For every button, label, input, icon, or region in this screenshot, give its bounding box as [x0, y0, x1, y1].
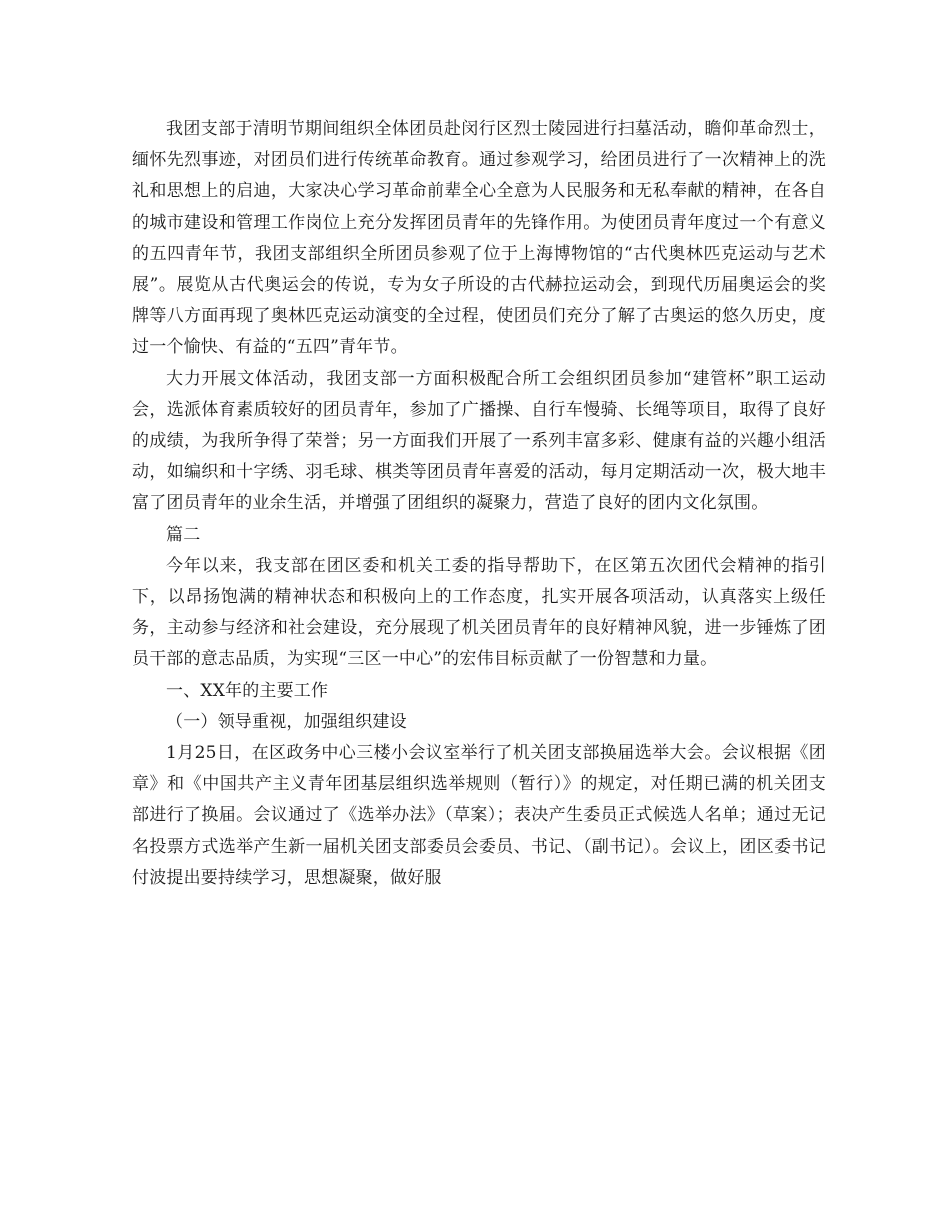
- paragraph-2: 大力开展文体活动，我团支部一方面积极配合所工会组织团员参加“建管杯”职工运动会，选派体育素质较好的团员青年，参加了广播操、自行车慢骑、长绳等项目，取得了良好的成绩，为我所争得了荣誉；另一方面我们开展了一系列丰富多彩、健康有益的兴趣小组活动，如编织和十字绣、羽毛球、棋类等团员青年喜爱的活动，每月定期活动一次，极大地丰富了团员青年的业余生活，并增强了团组织的凝聚力，营造了良好的团内文化氛围。: [132, 368, 826, 514]
- document-body: [132, 114, 826, 894]
- heading-main-work: 一、XX年的主要工作: [166, 680, 329, 701]
- paragraph-3: 今年以来，我支部在团区委和机关工委的指导帮助下，在区第五次团代会精神的指引下，以昂扬饱满的精神状态和积极向上的工作态度，扎实开展各项活动，认真落实上级任务，主动参与经济和社会建设，充分展现了机关团员青年的良好精神风貌，进一步锤炼了团员干部的意志品质，为实现“三区一中心”的宏伟目标贡献了一份智慧和力量。: [132, 555, 826, 670]
- subheading-organization: （一）领导重视，加强组织建设: [166, 711, 407, 732]
- section-title-part-two: 篇二: [166, 524, 201, 545]
- paragraph-1: 我团支部于清明节期间组织全体团员赴闵行区烈士陵园进行扫墓活动，瞻仰革命烈士，缅怀先烈事迹，对团员们进行传统革命教育。通过参观学习，给团员进行了一次精神上的洗礼和思想上的启迪，大家决心学习革命前辈全心全意为人民服务和无私奉献的精神，在各自的城市建设和管理工作岗位上充分发挥团员青年的先锋作用。为使团员青年度过一个有意义的五四青年节，我团支部组织全所团员参观了位于上海博物馆的“古代奥林匹克运动与艺术展”。展览从古代奥运会的传说，专为女子所设的古代赫拉运动会，到现代历届奥运会的奖牌等八方面再现了奥林匹克运动演变的全过程，使团员们充分了解了古奥运的悠久历史，度过一个愉快、有益的“五四”青年节。: [132, 119, 826, 358]
- paragraph-4: 1月25日，在区政务中心三楼小会议室举行了机关团支部换届选举大会。会议根据《团章》和《中国共产主义青年团基层组织选举规则（暂行）》的规定，对任期已满的机关团支部进行了换届。会议通过了《选举办法》（草案）；表决产生委员正式候选人名单；通过无记名投票方式选举产生新一届机关团支部委员会委员、书记、（副书记）。会议上，团区委书记付波提出要持续学习，思想凝聚，做好服: [132, 743, 826, 888]
